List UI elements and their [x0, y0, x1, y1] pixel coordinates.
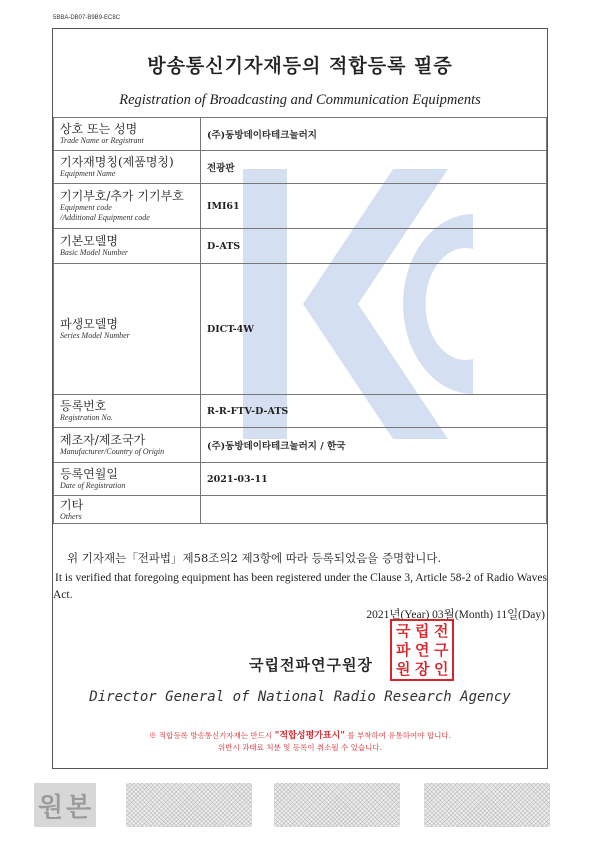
label-additional-code-en: /Additional Equipment code [60, 213, 150, 222]
row-basic-model [54, 229, 547, 264]
row-equipment-name [54, 151, 547, 184]
notice-line-1: ※ 적합등록 방송통신기자재는 반드시 "적합성평가표시" 를 부착하여 유통하여야 합니다. [148, 731, 452, 741]
value-equipment-name: 전광판 [201, 151, 547, 184]
title-korean: 방송통신기자재등의 적합등록 필증 [147, 55, 453, 77]
value-registration-no: R-R-FTV-D-ATS [201, 395, 547, 428]
issue-date: 2021년(Year) 03월(Month) 11일(Day) [366, 609, 545, 621]
registration-info-table [53, 117, 547, 524]
row-manufacturer [54, 428, 547, 463]
row-equipment-code [54, 184, 547, 229]
label-equipment-code-en: Equipment code [60, 203, 112, 212]
value-series-model: DICT-4W [201, 264, 547, 395]
label-others-ko: 기타 [60, 497, 84, 512]
security-pattern-1 [126, 783, 252, 827]
statement-english: It is verified that foregoing equipment has been registered under the Clause 3, Article 58-2 of Radio Waves Act. [53, 572, 547, 601]
original-watermark: 원 본 [34, 783, 96, 827]
label-registration-no-en: Registration No. [60, 413, 113, 422]
row-date-of-registration [54, 463, 547, 496]
value-date-of-registration: 2021-03-11 [201, 463, 547, 496]
certificate [52, 28, 548, 769]
value-trade-name: (주)동방데이타테크놀러지 [201, 118, 547, 151]
signer-korean: 국립전파연구원장 [249, 656, 373, 674]
label-others-en: Others [60, 511, 82, 521]
signer-english: Director General of National Radio Research Agency [89, 689, 511, 705]
label-trade-name-ko: 상호 또는 성명 [60, 122, 138, 136]
notice-emphasis: "적합성평가표시" [274, 731, 345, 741]
label-manufacturer-ko: 제조자/제조국가 [60, 433, 146, 447]
statement-korean: 위 기자재는「전파법」제58조의2 제3항에 따라 등록되었음을 증명합니다. [67, 551, 442, 565]
label-equipment-name-en: Equipment Name [60, 169, 116, 178]
label-basic-model-ko: 기본모델명 [60, 234, 118, 248]
security-pattern-3 [424, 783, 550, 827]
document-id: 5BBA-DB07-B9B9-EC8C [53, 15, 121, 21]
label-registration-no-ko: 등록번호 [60, 399, 107, 413]
label-equipment-code-ko: 기기부호/추가 기기부호 [60, 189, 184, 203]
label-date-ko: 등록연월일 [60, 467, 118, 481]
official-seal-stamp: 국 립 전 파 연 구 원 장 인 [390, 619, 454, 681]
label-manufacturer-en: Manufacturer/Country of Origin [60, 447, 165, 456]
label-series-model-ko: 파생모델명 [60, 317, 118, 331]
value-basic-model: D-ATS [201, 229, 547, 264]
row-trade-name [54, 118, 547, 151]
label-basic-model-en: Basic Model Number [60, 248, 128, 257]
value-others [201, 496, 547, 524]
row-series-model [54, 264, 547, 395]
label-series-model-en: Series Model Number [60, 331, 130, 340]
row-others [54, 496, 547, 524]
security-pattern-2 [274, 783, 400, 827]
label-date-en: Date of Registration [60, 481, 126, 490]
label-trade-name-en: Trade Name or Registrant [60, 136, 144, 145]
title-english: Registration of Broadcasting and Communication Equipments [119, 92, 481, 108]
value-manufacturer: (주)동방데이타테크놀러지 / 한국 [201, 428, 547, 463]
label-equipment-name-ko: 기자재명칭(제품명칭) [60, 155, 174, 169]
value-equipment-code: IMI61 [201, 184, 547, 229]
notice-line-2: 위반시 과태료 처분 및 등록이 취소될 수 있습니다. [218, 743, 382, 752]
row-registration-no [54, 395, 547, 428]
security-pattern-footer [34, 783, 568, 827]
